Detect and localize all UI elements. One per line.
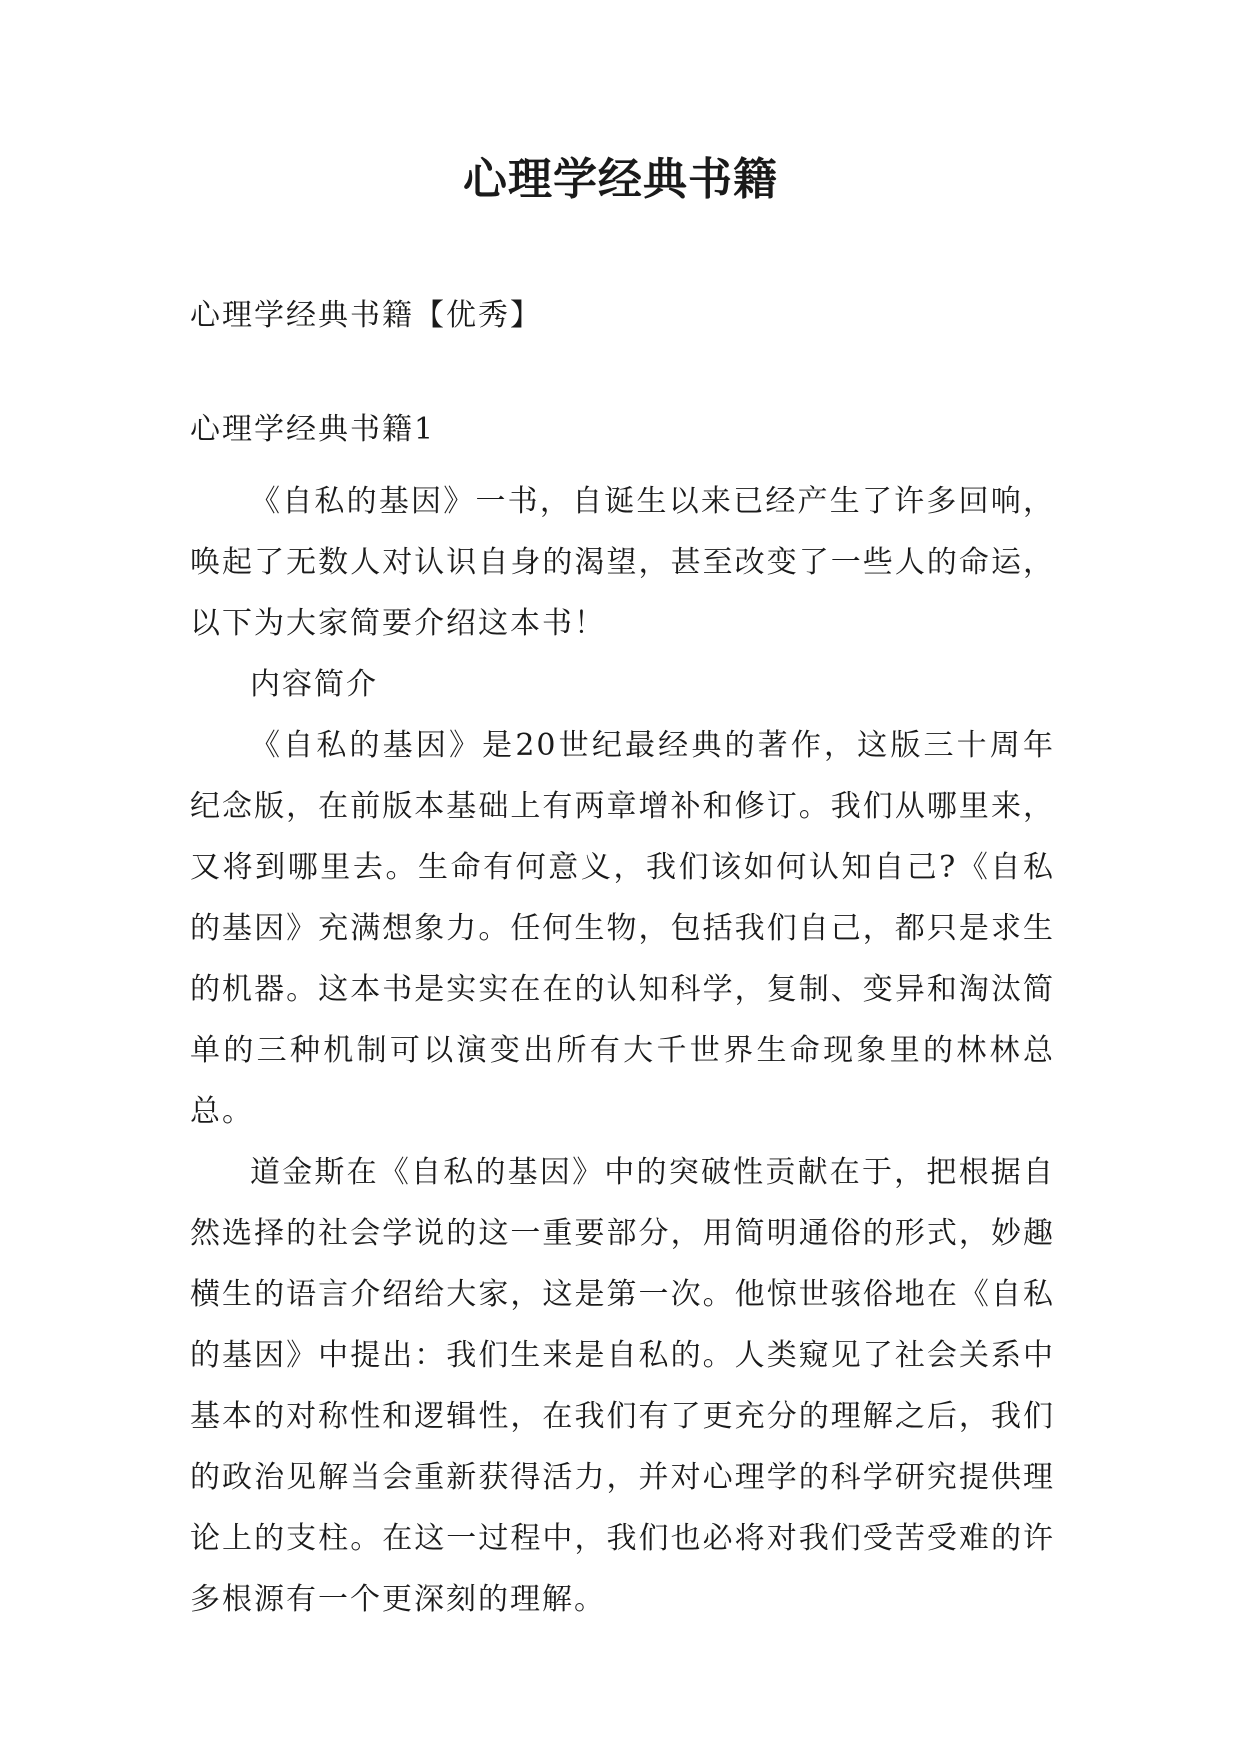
section-heading: 心理学经典书籍1: [190, 412, 436, 447]
page-title: 心理学经典书籍: [463, 154, 778, 205]
paragraph-summary: 《自私的基因》是20世纪最经典的著作，这版三十周年纪念版，在前版本基础上有两章增补和修订。我们从哪里来，又将到哪里去。生命有何意义，我们该如何认知自己?《自私的基因》充满想象力。任何生物，包括我们自己，都只是求生的机器。这本书是实实在在的认知科学，复制、变异和淘汰简单的三种机制可以演变出所有大千世界生命现象里的林林总总。: [190, 728, 1055, 1129]
document-body: [190, 471, 1055, 1630]
paragraph-intro: 《自私的基因》一书，自诞生以来已经产生了许多回响，唤起了无数人对认识自身的渴望，甚至改变了一些人的命运，以下为大家简要介绍这本书！: [190, 484, 1055, 641]
paragraph-dawkins: 道金斯在《自私的基因》中的突破性贡献在于，把根据自然选择的社会学说的这一重要部分，用简明通俗的形式，妙趣横生的语言介绍给大家，这是第一次。他惊世骇俗地在《自私的基因》中提出：我们生来是自私的。人类窥见了社会关系中基本的对称性和逻辑性，在我们有了更充分的理解之后，我们的政治见解当会重新获得活力，并对心理学的科学研究提供理论上的支柱。在这一过程中，我们也必将对我们受苦受难的许多根源有一个更深刻的理解。: [190, 1155, 1055, 1617]
document-subtitle: 心理学经典书籍【优秀】: [190, 298, 542, 333]
paragraph-heading-summary: 内容简介: [250, 667, 378, 702]
